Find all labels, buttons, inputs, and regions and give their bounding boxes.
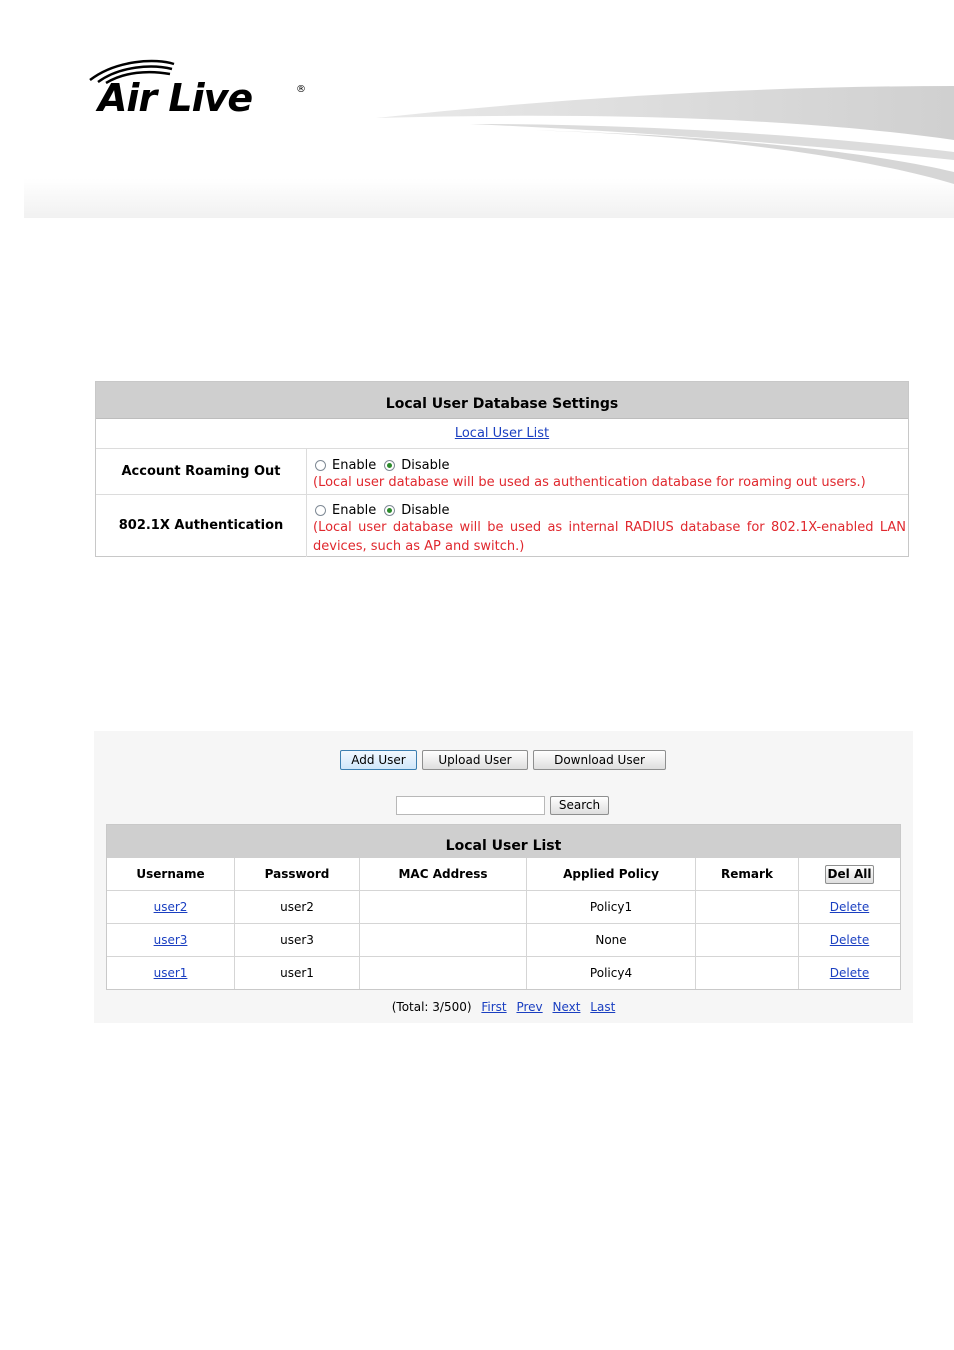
8021x-authentication-label: 802.1X Authentication — [96, 494, 307, 557]
table-row-2-remark — [696, 924, 799, 957]
download-user-button[interactable]: Download User — [533, 750, 666, 770]
delete-link[interactable]: Delete — [829, 966, 870, 980]
table-row-2-action — [799, 924, 900, 957]
pagination-next-link[interactable]: Next — [552, 1000, 581, 1014]
pagination-last-link[interactable]: Last — [590, 1000, 616, 1014]
account-roaming-out-label: Account Roaming Out — [96, 449, 307, 494]
table-row-3-mac — [360, 957, 527, 989]
local-user-list-row — [96, 418, 908, 449]
username-link[interactable]: user1 — [153, 966, 188, 980]
column-header-applied-policy: Applied Policy — [527, 858, 696, 891]
local-user-list-link[interactable]: Local User List — [454, 426, 550, 441]
table-row-3-action — [799, 957, 900, 989]
table-row-2-username — [107, 924, 235, 957]
8021x-enable-radio[interactable] — [315, 505, 326, 516]
8021x-enable-label: Enable — [332, 502, 377, 518]
8021x-radio-group — [315, 501, 458, 519]
table-row-1-password: user2 — [235, 891, 360, 924]
8021x-authentication-value — [311, 494, 908, 557]
logo-text: Air Live — [98, 76, 253, 120]
search-button[interactable]: Search — [550, 796, 609, 815]
column-header-action — [799, 858, 900, 891]
pagination-total: (Total: 3/500) — [391, 1000, 472, 1014]
table-row-2-password: user3 — [235, 924, 360, 957]
username-link[interactable]: user2 — [153, 900, 188, 914]
8021x-note-line2: devices, such as AP and switch.) — [313, 539, 525, 554]
pagination — [94, 1000, 913, 1014]
table-row-3-username — [107, 957, 235, 989]
table-row-1-policy: Policy1 — [527, 891, 696, 924]
list-title: Local User List — [107, 825, 900, 858]
roaming-disable-label: Disable — [401, 457, 450, 473]
8021x-note-line1: (Local user database will be used as internal RADIUS database for 802.1X-enabled LAN — [313, 520, 906, 535]
table-row-2-policy: None — [527, 924, 696, 957]
table-row-3-remark — [696, 957, 799, 989]
column-header-username: Username — [107, 858, 235, 891]
table-row-3-password: user1 — [235, 957, 360, 989]
table-row-1-mac — [360, 891, 527, 924]
pagination-first-link[interactable]: First — [481, 1000, 507, 1014]
airlive-logo — [84, 58, 314, 128]
column-header-mac-address: MAC Address — [360, 858, 527, 891]
page-header — [0, 0, 954, 220]
table-row-3-policy: Policy4 — [527, 957, 696, 989]
del-all-button[interactable]: Del All — [825, 865, 874, 884]
search-input[interactable] — [396, 796, 545, 815]
delete-link[interactable]: Delete — [829, 900, 870, 914]
roaming-disable-radio[interactable] — [384, 460, 395, 471]
local-user-list-table — [106, 824, 901, 990]
roaming-enable-radio[interactable] — [315, 460, 326, 471]
table-row-1-username — [107, 891, 235, 924]
add-user-button[interactable]: Add User — [340, 750, 417, 770]
roaming-note: (Local user database will be used as authentication database for roaming out users.) — [313, 475, 866, 490]
table-row-2-mac — [360, 924, 527, 957]
roaming-enable-label: Enable — [332, 457, 377, 473]
8021x-disable-label: Disable — [401, 502, 450, 518]
account-roaming-out-row — [96, 449, 908, 495]
settings-title: Local User Database Settings — [96, 382, 908, 419]
column-header-remark: Remark — [696, 858, 799, 891]
pagination-prev-link[interactable]: Prev — [516, 1000, 543, 1014]
upload-user-button[interactable]: Upload User — [422, 750, 528, 770]
local-user-list-panel — [94, 731, 913, 1023]
roaming-radio-group — [315, 456, 458, 474]
8021x-authentication-row — [96, 494, 908, 557]
delete-link[interactable]: Delete — [829, 933, 870, 947]
8021x-disable-radio[interactable] — [384, 505, 395, 516]
registered-mark: ® — [296, 84, 306, 95]
local-user-database-settings — [95, 381, 909, 557]
table-row-1-remark — [696, 891, 799, 924]
username-link[interactable]: user3 — [153, 933, 188, 947]
column-header-password: Password — [235, 858, 360, 891]
account-roaming-out-value — [311, 449, 908, 494]
table-row-1-action — [799, 891, 900, 924]
